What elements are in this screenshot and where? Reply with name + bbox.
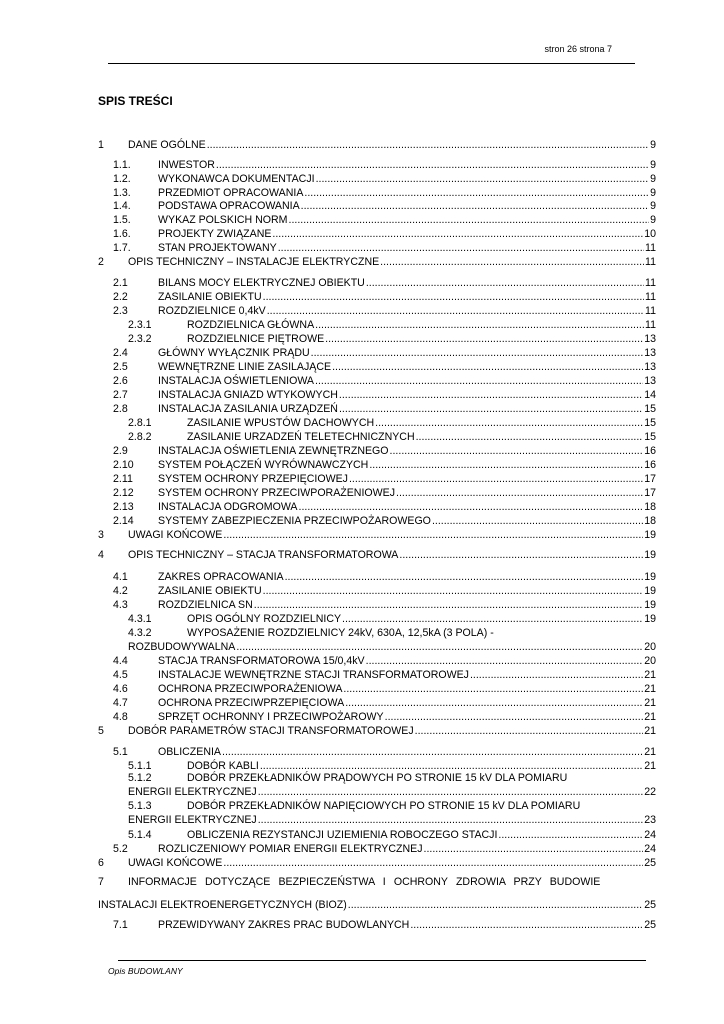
dot-leader <box>263 585 644 597</box>
toc-entry-number: 4.3 <box>113 599 128 611</box>
toc-entry-number: 4.8 <box>113 711 128 723</box>
toc-entry-page: 19 <box>644 571 656 583</box>
toc-entry[interactable] <box>0 599 724 611</box>
toc-entry-label: OPIS TECHNICZNY – INSTALACJE ELEKTRYCZNE <box>128 256 380 268</box>
toc-entry-page: 24 <box>644 829 656 841</box>
toc-entry-number: 2.14 <box>113 515 134 527</box>
dot-leader <box>399 549 643 561</box>
toc-entry-number: 4.3.1 <box>128 613 152 625</box>
page-header: stron 26 strona 7 <box>544 44 612 54</box>
toc-entry-page: 9 <box>650 200 656 212</box>
page-title: SPIS TREŚCI <box>98 94 173 108</box>
dot-leader <box>278 242 644 254</box>
toc-entry-page: 20 <box>644 641 656 653</box>
toc-entry[interactable] <box>0 515 724 527</box>
toc-entry-label: OPIS TECHNICZNY – STACJA TRANSFORMATOROWA <box>128 549 399 561</box>
toc-entry-label: INSTALACJA ZASILANIA URZĄDZEŃ <box>158 403 338 415</box>
toc-entry-number: 1.7. <box>113 242 131 254</box>
toc-entry[interactable] <box>0 919 724 931</box>
dot-leader <box>258 814 643 826</box>
toc-entry-number: 6 <box>98 857 104 869</box>
toc-entry-number: 7 <box>98 876 104 888</box>
toc-entry[interactable] <box>0 200 724 212</box>
toc-entry[interactable] <box>0 473 724 485</box>
toc-entry-page: 19 <box>644 549 656 561</box>
toc-entry-label: ZASILANIE URZADZEŃ TELETECHNICZNYCH <box>187 431 415 443</box>
dot-leader <box>315 319 644 331</box>
dot-leader <box>416 431 644 443</box>
toc-entry-page: 11 <box>645 319 656 331</box>
dot-leader <box>332 361 643 373</box>
dot-leader <box>498 829 643 841</box>
toc-entry-number: 1.3. <box>113 187 131 199</box>
toc-entry-number: 2.6 <box>113 375 128 387</box>
dot-leader <box>369 459 643 471</box>
toc-entry[interactable] <box>0 173 724 185</box>
toc-entry[interactable] <box>0 417 724 429</box>
toc-entry-page: 18 <box>644 515 656 527</box>
toc-entry-label: DOBÓR PRZEKŁADNIKÓW PRĄDOWYCH PO STRONIE 15 kV DLA POMIARU <box>187 772 568 784</box>
toc-entry-number: 2.3 <box>113 305 128 317</box>
toc-entry-page: 25 <box>644 899 656 911</box>
toc-entry-number: 4.6 <box>113 683 128 695</box>
toc-entry[interactable] <box>0 445 724 457</box>
dot-leader <box>301 200 649 212</box>
toc-entry[interactable] <box>0 139 724 151</box>
toc-entry-number: 5 <box>98 725 104 737</box>
toc-entry-number: 2.11 <box>113 473 133 485</box>
dot-leader <box>272 228 643 240</box>
toc-entry-number: 2.13 <box>113 501 134 513</box>
toc-entry-label: ZASILANIE OBIEKTU <box>158 291 262 303</box>
toc-entry[interactable] <box>0 291 724 303</box>
toc-entry-label: INFORMACJE DOTYCZĄCE BEZPIECZEŃSTWA I OCHRONY ZDROWIA PRZY BUDOWIE <box>128 876 601 888</box>
toc-entry-label-continued: INSTALACJI ELEKTROENERGETYCZNYCH (BIOZ) <box>98 899 347 911</box>
page-footer: Opis BUDOWLANY <box>108 966 183 976</box>
toc-entry[interactable] <box>0 697 724 709</box>
toc-entry[interactable] <box>0 487 724 499</box>
toc-entry-number: 4 <box>98 549 104 561</box>
toc-entry-number: 5.2 <box>113 843 128 855</box>
toc-entry[interactable] <box>0 333 724 345</box>
toc-entry-page: 13 <box>644 333 656 345</box>
dot-leader <box>236 641 643 653</box>
toc-entry-number: 2.3.1 <box>128 319 152 331</box>
dot-leader <box>348 899 643 911</box>
toc-entry-label: UWAGI KOŃCOWE <box>128 529 223 541</box>
toc-entry[interactable] <box>0 760 724 772</box>
toc-entry-label: OBLICZENIA <box>158 746 221 758</box>
toc-entry[interactable] <box>0 375 724 387</box>
toc-entry-label: WEWNĘTRZNE LINIE ZASILAJĄCE <box>158 361 332 373</box>
toc-entry[interactable] <box>0 459 724 471</box>
toc-entry-label: ROZDZIELNICA GŁÓWNA <box>187 319 315 331</box>
dot-leader <box>223 529 643 541</box>
toc-entry-label: OPIS OGÓLNY ROZDZIELNICY <box>187 613 342 625</box>
dot-leader <box>339 403 643 415</box>
toc-entry-label: WYKONAWCA DOKUMENTACJI <box>158 173 315 185</box>
toc-entry[interactable] <box>0 389 724 401</box>
toc-entry-number: 1.6. <box>113 228 131 240</box>
toc-entry-label: ROZDZIELNICE 0,4kV <box>158 305 266 317</box>
toc-entry-label-continued: ENERGII ELEKTRYCZNEJ <box>128 814 257 826</box>
dot-leader <box>222 746 643 758</box>
dot-leader <box>339 389 643 401</box>
dot-leader <box>345 697 643 709</box>
toc-entry-number: 1.5. <box>113 214 131 226</box>
toc-entry-page: 14 <box>644 389 656 401</box>
dot-leader <box>311 347 644 359</box>
dot-leader <box>260 760 643 772</box>
toc-entry-page: 20 <box>644 655 656 667</box>
toc-entry[interactable] <box>0 829 724 841</box>
toc-entry[interactable] <box>0 549 724 561</box>
toc-entry[interactable] <box>0 159 724 171</box>
dot-leader <box>223 857 643 869</box>
toc-entry-page: 15 <box>644 403 656 415</box>
toc-entry-page: 18 <box>644 501 656 513</box>
toc-entry-page: 15 <box>644 431 656 443</box>
toc-entry-label: STAN PROJEKTOWANY <box>158 242 277 254</box>
toc-entry-page: 11 <box>645 305 656 317</box>
toc-entry-number: 2 <box>98 256 104 268</box>
dot-leader <box>396 487 643 499</box>
toc-entry-page: 25 <box>644 857 656 869</box>
toc-entry-label: INSTALACJA OŚWIETLENIA ZEWNĘTRZNEGO <box>158 445 389 457</box>
toc-entry-number: 4.7 <box>113 697 128 709</box>
toc-entry-number: 2.8 <box>113 403 128 415</box>
toc-entry-number: 4.4 <box>113 655 128 667</box>
dot-leader <box>415 725 644 737</box>
toc-entry-page: 16 <box>644 445 656 457</box>
toc-entry-label: INSTALACJE WEWNĘTRZNE STACJI TRANSFORMATOROWEJ <box>158 669 469 681</box>
toc-entry-number: 1.2. <box>113 173 131 185</box>
toc-entry-label-continued: ENERGII ELEKTRYCZNEJ <box>128 786 257 798</box>
toc-entry[interactable] <box>0 529 724 541</box>
dot-leader <box>349 473 643 485</box>
toc-entry-page: 19 <box>644 599 656 611</box>
toc-entry[interactable] <box>0 613 724 625</box>
toc-entry-number: 5.1 <box>113 746 128 758</box>
dot-leader <box>316 173 650 185</box>
toc-entry[interactable] <box>0 277 724 289</box>
dot-leader <box>366 277 644 289</box>
toc-entry-number: 4.3.2 <box>128 627 152 639</box>
toc-entry[interactable] <box>0 725 724 737</box>
toc-entry-label: PRZEDMIOT OPRACOWANIA <box>158 187 304 199</box>
toc-entry-page: 9 <box>650 214 656 226</box>
dot-leader <box>342 613 643 625</box>
toc-entry-page: 17 <box>644 487 656 499</box>
toc-entry-page: 21 <box>644 669 656 681</box>
toc-entry-page: 13 <box>644 361 656 373</box>
toc-entry-page: 11 <box>645 291 656 303</box>
toc-entry-page: 11 <box>645 242 656 254</box>
toc-entry-label: WYKAZ POLSKICH NORM <box>158 214 288 226</box>
toc-entry-label: SYSTEMY ZABEZPIECZENIA PRZECIWPOŻAROWEGO <box>158 515 431 527</box>
toc-entry-number: 2.12 <box>113 487 134 499</box>
toc-entry-number: 1.4. <box>113 200 131 212</box>
toc-entry-number: 2.8.1 <box>128 417 152 429</box>
dot-leader <box>470 669 643 681</box>
toc-entry-page: 19 <box>644 613 656 625</box>
toc-entry[interactable] <box>0 585 724 597</box>
toc-entry-label: PRZEWIDYWANY ZAKRES PRAC BUDOWLANYCH <box>158 919 410 931</box>
toc-entry[interactable] <box>0 876 724 911</box>
dot-leader <box>343 683 643 695</box>
toc-entry-number: 4.5 <box>113 669 128 681</box>
dot-leader <box>385 711 644 723</box>
toc-entry-label: DANE OGÓLNE <box>128 139 206 151</box>
toc-entry-page: 19 <box>644 529 656 541</box>
dot-leader <box>380 256 644 268</box>
toc-entry-label: DOBÓR PARAMETRÓW STACJI TRANSFORMATOROWEJ <box>128 725 414 737</box>
toc-entry-number: 7.1 <box>113 919 128 931</box>
toc-entry-page: 15 <box>644 417 656 429</box>
toc-entry-label: BILANS MOCY ELEKTRYCZNEJ OBIEKTU <box>158 277 365 289</box>
toc-entry-number: 2.10 <box>113 459 134 471</box>
dot-leader <box>424 843 644 855</box>
dot-leader <box>254 599 643 611</box>
toc-entry-page: 23 <box>644 814 656 826</box>
toc-entry-page: 11 <box>645 256 656 268</box>
toc-entry-label: DOBÓR PRZEKŁADNIKÓW NAPIĘCIOWYCH PO STRONIE 15 kV DLA POMIARU <box>187 800 581 812</box>
toc-entry-label: UWAGI KOŃCOWE <box>128 857 223 869</box>
toc-entry-number: 5.1.3 <box>128 800 152 812</box>
toc-entry-label: SYSTEM OCHRONY PRZECIWPORAŻENIOWEJ <box>158 487 396 499</box>
toc-entry-label: INWESTOR <box>158 159 215 171</box>
toc-entry-label: OCHRONA PRZECIWPRZEPIĘCIOWA <box>158 697 345 709</box>
toc-entry-label: SPRZĘT OCHRONNY I PRZECIWPOŻAROWY <box>158 711 384 723</box>
toc-entry-label: STACJA TRANSFORMATOROWA 15/0,4kV <box>158 655 365 667</box>
toc-entry[interactable] <box>0 571 724 583</box>
toc-entry-label: ZASILANIE OBIEKTU <box>158 585 262 597</box>
toc-entry-page: 13 <box>644 347 656 359</box>
toc-entry-page: 21 <box>644 760 656 772</box>
toc-entry-page: 21 <box>644 697 656 709</box>
toc-entry[interactable] <box>0 403 724 415</box>
toc-entry-label: ZAKRES OPRACOWANIA <box>158 571 284 583</box>
toc-entry-number: 2.3.2 <box>128 333 152 345</box>
dot-leader <box>216 159 649 171</box>
toc-entry[interactable] <box>0 501 724 513</box>
toc-entry-number: 4.2 <box>113 585 128 597</box>
toc-entry-page: 9 <box>650 159 656 171</box>
toc-entry-page: 11 <box>645 277 656 289</box>
toc-entry-page: 10 <box>644 228 656 240</box>
toc-entry-page: 21 <box>644 711 656 723</box>
dot-leader <box>432 515 643 527</box>
toc-entry[interactable] <box>0 683 724 695</box>
dot-leader <box>289 214 650 226</box>
toc-entry-number: 2.2 <box>113 291 128 303</box>
toc-entry-number: 4.1 <box>113 571 128 583</box>
toc-entry[interactable] <box>0 431 724 443</box>
toc-entry[interactable] <box>0 843 724 855</box>
toc-entry[interactable] <box>0 655 724 667</box>
toc-entry[interactable] <box>0 319 724 331</box>
toc-entry-label: DOBÓR KABLI <box>187 760 259 772</box>
toc-entry[interactable] <box>0 746 724 758</box>
dot-leader <box>299 501 644 513</box>
toc-entry[interactable] <box>0 242 724 254</box>
toc-entry[interactable] <box>0 772 724 800</box>
toc-entry-page: 25 <box>644 919 656 931</box>
toc-entry-page: 9 <box>650 187 656 199</box>
toc-entry-number: 2.9 <box>113 445 128 457</box>
toc-entry-label: SYSTEM POŁĄCZEŃ WYRÓWNAWCZYCH <box>158 459 369 471</box>
toc-entry-label: GŁÓWNY WYŁĄCZNIK PRĄDU <box>158 347 310 359</box>
footer-rule <box>118 960 646 961</box>
dot-leader <box>315 375 643 387</box>
toc-entry[interactable] <box>0 305 724 317</box>
toc-entry-label: OCHRONA PRZECIWPORAŻENIOWA <box>158 683 343 695</box>
toc-entry[interactable] <box>0 669 724 681</box>
dot-leader <box>207 139 649 151</box>
toc-entry-number: 2.7 <box>113 389 128 401</box>
toc-entry-page: 9 <box>650 139 656 151</box>
dot-leader <box>366 655 644 667</box>
toc-entry-label-continued: ROZBUDOWYWALNA <box>128 641 236 653</box>
toc-entry-label: ZASILANIE WPUSTÓW DACHOWYCH <box>187 417 375 429</box>
toc-entry[interactable] <box>0 256 724 268</box>
toc-entry-label: INSTALACJA GNIAZD WTYKOWYCH <box>158 389 338 401</box>
toc-entry-label: SYSTEM OCHRONY PRZEPIĘCIOWEJ <box>158 473 348 485</box>
toc-entry[interactable] <box>0 627 724 655</box>
dot-leader <box>375 417 643 429</box>
toc-entry-label: ROZLICZENIOWY POMIAR ENERGII ELEKTRYCZNEJ <box>158 843 423 855</box>
toc-entry-label: ROZDZIELNICA SN <box>158 599 253 611</box>
toc-entry[interactable] <box>0 187 724 199</box>
dot-leader <box>285 571 644 583</box>
toc-entry-number: 5.1.1 <box>128 760 152 772</box>
toc-entry-number: 1.1. <box>113 159 131 171</box>
toc-entry-label: INSTALACJA ODGROMOWA <box>158 501 298 513</box>
toc-entry-page: 16 <box>644 459 656 471</box>
toc-entry[interactable] <box>0 857 724 869</box>
dot-leader <box>258 786 643 798</box>
dot-leader <box>410 919 643 931</box>
toc-entry-page: 21 <box>644 746 656 758</box>
toc-entry-label: OBLICZENIA REZYSTANCJI UZIEMIENIA ROBOCZEGO STACJI <box>187 829 498 841</box>
toc-entry-number: 2.5 <box>113 361 128 373</box>
toc-entry-page: 13 <box>644 375 656 387</box>
toc-entry-page: 21 <box>644 725 656 737</box>
dot-leader <box>267 305 644 317</box>
toc-entry-page: 9 <box>650 173 656 185</box>
toc-entry[interactable] <box>0 800 724 828</box>
toc-entry-label: WYPOSAŻENIE ROZDZIELNICY 24kV, 630A, 12,5kA (3 POLA) - <box>187 627 494 639</box>
toc-entry-label: PROJEKTY ZWIĄZANE <box>158 228 272 240</box>
toc-entry-number: 2.8.2 <box>128 431 152 443</box>
toc-entry-number: 5.1.4 <box>128 829 152 841</box>
dot-leader <box>304 187 649 199</box>
toc-entry-label: INSTALACJA OŚWIETLENIOWA <box>158 375 314 387</box>
toc-entry-number: 2.1 <box>113 277 128 289</box>
toc-entry-page: 19 <box>644 585 656 597</box>
toc-entry[interactable] <box>0 214 724 226</box>
toc-entry-page: 22 <box>644 786 656 798</box>
toc-entry-number: 2.4 <box>113 347 128 359</box>
toc-entry-page: 21 <box>644 683 656 695</box>
toc-entry[interactable] <box>0 228 724 240</box>
toc-entry[interactable] <box>0 711 724 723</box>
dot-leader <box>325 333 643 345</box>
toc-entry-number: 3 <box>98 529 104 541</box>
toc-entry-number: 5.1.2 <box>128 772 152 784</box>
toc-entry-number: 1 <box>98 139 104 151</box>
toc-entry-page: 17 <box>644 473 656 485</box>
toc-entry[interactable] <box>0 361 724 373</box>
toc-entry-page: 24 <box>644 843 656 855</box>
dot-leader <box>263 291 644 303</box>
dot-leader <box>390 445 644 457</box>
toc-entry-label: PODSTAWA OPRACOWANIA <box>158 200 300 212</box>
toc-entry[interactable] <box>0 347 724 359</box>
toc-entry-label: ROZDZIELNICE PIĘTROWE <box>187 333 325 345</box>
